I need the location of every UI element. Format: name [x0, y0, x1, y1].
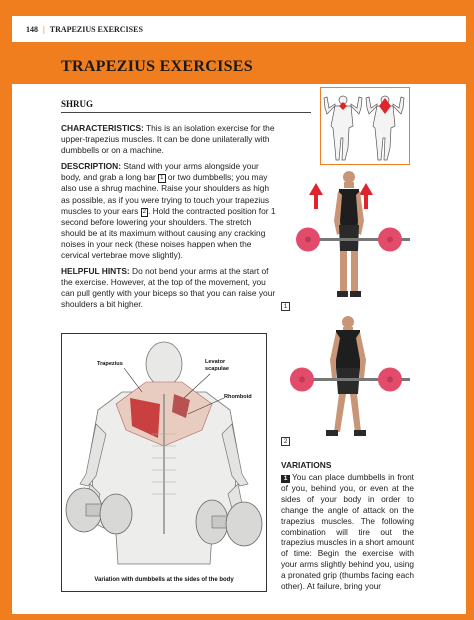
hints-label: HELPFUL HINTS: [61, 266, 130, 277]
variations-section [281, 460, 414, 592]
trapezius-label: Trapezius [97, 361, 123, 367]
athlete-with-barbell-start [294, 165, 414, 305]
photo-step-2-badge: 2 [281, 437, 290, 446]
body-text [61, 123, 277, 316]
description-paragraph [61, 161, 277, 261]
page-number: 148 [26, 24, 38, 34]
bottom-border [0, 614, 474, 620]
rhomboid-label: Rhomboid [224, 394, 252, 400]
muscle-figures-illustration [321, 88, 409, 164]
athlete-with-barbell-top [286, 310, 414, 450]
variations-text: You can place dumbbells in front of you, behind you, or even at the sides of your body in order to change the angle of attack on the trapezius muscles. The following combination will tire out the trapezius muscles in a short amount of time: Begin the exercise with your arms slightly behind you, using a pronated grip (thumbs facing each other). At failure, bring your [281, 471, 414, 592]
right-border [466, 0, 474, 620]
header-separator: | [43, 24, 45, 34]
running-header [12, 16, 466, 42]
photo-step-1-badge: 1 [281, 302, 290, 311]
description-text-3: . Hold the contracted position for 1 second before lowering your shoulders. The stretch should be at its maximum without causing any cracking noises in your neck (these noises happen when the cervical vertebrae move slightly). [61, 205, 276, 261]
variations-text-block [281, 472, 414, 592]
top-border [0, 0, 474, 16]
characteristics-paragraph [61, 123, 277, 156]
levator-label-line-2: scapulae [205, 365, 229, 372]
illustration-caption: Variation with dumbbells at the sides of the body [94, 577, 234, 583]
hints-text: Do not bend your arms at the start of the exercise. However, at the top of the movement, you can pull gently with your biceps so that you can raise your shoulders a bit higher. [61, 266, 276, 310]
levator-scapulae-label [205, 359, 229, 372]
description-label: DESCRIPTION: [61, 161, 122, 172]
characteristics-text: This is an isolation exercise for the upper-trapezius muscles. It can be done unilaterally with dumbbells or on a machine. [61, 123, 275, 156]
levator-label-line-1: Levator [205, 359, 226, 365]
up-arrow-left-icon [309, 183, 323, 209]
hints-paragraph [61, 266, 277, 310]
description-text-1: Stand with your arms alongside your body, and grab a long bar [61, 161, 259, 183]
step-ref-1: 1 [160, 175, 164, 182]
section-rule [61, 112, 311, 113]
back-muscles-illustration [62, 334, 266, 591]
anatomy-illustration [61, 333, 267, 592]
page-title: TRAPEZIUS EXERCISES [61, 58, 253, 75]
exercise-photo-start [294, 165, 414, 305]
characteristics-label: CHARACTERISTICS: [61, 123, 144, 133]
step-ref-2: 2 [142, 208, 146, 215]
variations-title: VARIATIONS [281, 460, 332, 470]
description-text-2: or two dumbbells; you may also use a shrug machine. Raise your shoulders as high as possible, as if you were trying to touch your trapezius muscles to your ears [61, 172, 270, 216]
exercise-photo-top [286, 310, 414, 450]
variation-1-badge: 1 [281, 475, 290, 483]
left-border [0, 0, 12, 620]
running-title: TRAPEZIUS EXERCISES [49, 24, 143, 34]
section-title: SHRUG [61, 99, 94, 109]
muscle-diagram-thumbnail [320, 87, 410, 165]
